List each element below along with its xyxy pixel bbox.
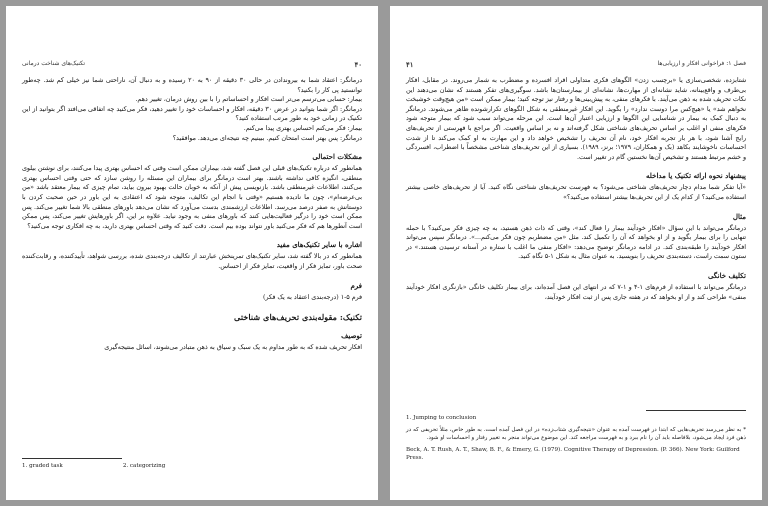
footnote-rule [22, 458, 122, 459]
section-heading: تکنیک: مقوله‌بندی تحریف‌های شناختی [234, 312, 362, 323]
footnote-beck-reference: Beck, A. T. Rush, A. T., Shaw, B. F., & Emery, G. (1979). Cognitive Therapy of Depression. (P. 366). New York: Guilford Press. [406, 447, 740, 461]
paragraph: همانطور که درباره تکنیک‌های قبلی این فصل گفته شد، بیماران ممکن است وقتی که احساس بهتری پیدا می‌کنند، برای نوشتن بیلوی منطقی، انگیزه کافی نداشته باشند. بهتر است درمانگر برای بیماران این مسئله را روشن سازد که حتی وقتی احساس بهتری می‌کنند، اطلاعات غیرمنطقی باشد. بازنویسی پیش از آنکه به خوبان حالت بهبود بیرون بیاید، تمام چیزی که بیمار معتقد باشد «من بی‌عرضه‌ام»، چون ما نادیده هستیم «وقتی با انجام این تکالیف، متوجه شود که اعتقادی به این باور در حین صحبت کردن با دوستانش به صفر درصد می‌رسد. اطلاعات ارزشمندی بدست می‌آورد که نشان می‌دهد باورهای منطقی بالا شما تغییر می‌کند. پس ممکن است خود را درگیر فعالیت‌هایی کنند که باورهای منفی به وجود نیاید. علاوه بر این، اگر باورهایش تغییر می‌کند، پس ممکن است آنطورها هم که فکر می‌کنید باور نتواند بوده بیم است. دقت کنید که وقتی احساس بهتری دارید، به چه افکاری توجه می‌کنید؟ [22, 165, 362, 230]
paragraph: درمانگر می‌تواند با استفاده از فرم‌های ۱-۴ و ۱-۷ که در انتهای این فصل آمده‌اند، برای بیمار تکلیف خانگی «بازنگری افکار خودآیند منفی» طراحی کند و از او بخواهد که در هفته جاری پس از ثبت افکار خودآیند، [406, 283, 747, 301]
footnote-rule [646, 410, 746, 411]
right-running-header [406, 60, 746, 70]
section-heading: مثال [732, 211, 746, 221]
right-footnotes [406, 410, 746, 462]
right-page-body [406, 76, 746, 302]
left-page-body [22, 76, 362, 353]
footnote-categorizing: 2. categorizing [122, 463, 166, 469]
left-footnotes [22, 458, 362, 470]
paragraph: بیمار: حسابی می‌ترسم می‌تر است افکار و احساساتم را با بین روش درمان، تغییر دهم. [135, 96, 362, 104]
paragraph: همانطور که در بالا گفته شد، سایر تکنیک‌های تمرینخش عبارتند از تکالیف درجه‌بندی شده، بررسی شواهد، تأییدکننده، و رقابت‌کننده صحت باور، تمایز فکر از واقعیت، تمایز فکر از احساس. [22, 253, 362, 270]
right-page [390, 6, 762, 500]
footnote-jumping-to-conclusion: 1. Jumping to conclusion [406, 415, 477, 421]
left-page [6, 6, 378, 500]
paragraph: «آیا تفکر شما مدام دچار تحریف‌های شناختی می‌شود؟ به فهرست تحریف‌های شناختی نگاه کنید. آیا از تحریف‌های خاصی بیشتر استفاده می‌کنید؟ از کدام یک از این تحریف‌ها بیشتر استفاده می‌کنید؟» [406, 184, 746, 201]
left-page-number: ۴۰ [354, 60, 362, 69]
paragraph: شتابزده، شخصی‌سازی یا «برچسب زدن» الگوهای فکری متداولی افراد افسرده و مضطرب به شمار می‌روند. در مقابل، افکار بی‌طرف و واقع‌بینانه، شاید نشانه‌ای از مهارت‌ها، نشانه‌ای از بیمارستان‌ها باشد. سوگیری‌های تفکر هستند که نشان می‌دهند این نکات تحریف شده به ذهن می‌آیند. با فکرهای منفی، به پیش‌بینی‌ها و رفتار نیز توجه کنید؛ بیمار ممکن است «من هیچ‌وقت خوشبخت نخواهم شد» یا «هیچ‌کس مرا دوست ندارد» را بگوید. این افکار غیرمنطقی به شکل الگوهای تکرارشونده ظاهر می‌شوند. درمانگر به دنبال کمک به بیمار در شناسایی این الگوها و ارزیابی اعتبار آن‌ها است. این مرحله می‌تواند سبب شود که بیمار متوجه شود فکرهای منفی او اغلب بر اساس تحریف‌های شناختی شکل گرفته‌اند و نه بر اساس واقعیت. اگر مراجع با فهرستی از تحریف‌های رایج آشنا شود، با هر بار تجربه افکار خود، نام آن تحریف را تشخیص خواهد داد و این مهارت به او کمک می‌کند تا از شدت احساسات ناخوشایند بکاهد (بک و همکاران، ۱۹۷۹؛ برنز، ۱۹۸۹). بسیاری از این تحریف‌های شناختی مشخصاً با اضطراب، افسردگی و خشم مرتبط هستند و تشخیص آن‌ها نخستین گام در تغییر است. [406, 77, 746, 161]
section-heading: فرم [350, 280, 362, 290]
section-heading: تکلیف خانگی [707, 270, 746, 280]
paragraph: درمانگر می‌تواند با این سؤال «افکار خودآیند بیمار را فعال کند»، وقتی که ذات ذهن هستید، به چه چیزی فکر می‌کنید؟ با حمله تنهایی را برای بیمار بگوید و از او بخواهد که آن را تکمیل کند. مثل «من مضطربم چون فکر می‌کنم...». درمانگر سپس می‌تواند افکار خودآیند را طبقه‌بندی کند. در ادامه درمانگر توضیح می‌دهد: «افکار منفی ما اغلب با ستاره در آستانه ترسیدن هستند.» در ستون سمت راست، دسته‌بندی تحریف را بنویسید. به عنوان مثال به شکل ۱-۵ نگاه کنید. [406, 224, 746, 261]
paragraph: درمانگر: پس بهتر است امتحان کنیم. ببینیم چه نتیجه‌ای می‌دهد. موافقید؟ [172, 134, 362, 142]
right-page-number: ۴۱ [406, 60, 414, 69]
section-heading: مشکلات احتمالی [312, 152, 362, 162]
section-heading: پیشنهاد نحوه ارائه تکنیک یا مداخله [646, 171, 746, 181]
paragraph: بیمار: فکر می‌کنم احساس بهتری پیدا می‌کنم. [243, 124, 362, 132]
section-heading: اشاره با سایر تکنیک‌های مفید [276, 240, 362, 250]
left-running-title: تکنیک‌های شناخت درمانی [22, 60, 86, 67]
section-heading: توصیف [341, 331, 362, 341]
paragraph: درمانگر: اگر شما بتوانید در عرض ۳۰ دقیقه، افکار و احساسات خود را تغییر دهید، فکر می‌کنید چه اتفاقی می‌افتد اگر بتوانید از این تکنیک در زمانی خود به طور مرتب استفاده کنید؟ [22, 105, 362, 123]
footnote-translator-note: * به نظر می‌رسد تحریف‌هایی که ابتدا در فهرست آمده به عنوان «نتیجه‌گیری شتاب‌زده» در این فصل آمده است. به طور خاص، مثلاً تحریفی که در ذهن فرد ایجاد می‌شود، بلافاصله باید آن را نام ببرد و به فهرست مراجعه کند. این موضوع می‌تواند منجر به تغییر رفتار و احساسات او شود. [406, 427, 746, 441]
left-running-header [22, 60, 362, 70]
left-footnote-row [22, 462, 362, 470]
footnote-graded-task: 1. graded task [22, 463, 63, 469]
paragraph: فرم ۵-۱ (درجه‌بندی اعتقاد به یک فکر) [262, 293, 362, 301]
paragraph: درمانگر: اعتقاد شما به بیروندادن در حالی ۳۰ دقیقه از ۹۰ به ۲۰ رسیده و به دنبال آن، ناراحتی شما نیز خیلی کم شد. چه‌طور توانستید پی کار را بکنید؟ [22, 77, 362, 94]
paragraph: افکار تحریف شده که به طور مداوم به یک سبک و سیاق به ذهن متبادر می‌شوند، اسائل منتیجه‌گیری [104, 344, 362, 352]
right-running-title: فصل ۱: فراخوانی افکار و ارزیابی‌ها [657, 60, 746, 67]
